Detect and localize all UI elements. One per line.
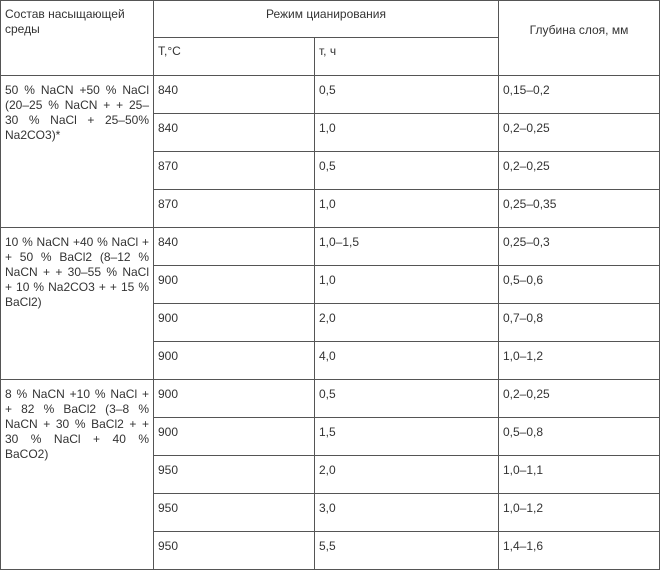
time-cell: 4,0 [315,342,499,380]
temperature-cell: 900 [154,380,315,418]
time-cell: 1,0 [315,114,499,152]
depth-cell: 0,25–0,35 [499,190,660,228]
temperature-cell: 840 [154,114,315,152]
time-cell: 5,5 [315,532,499,570]
time-cell: 0,5 [315,152,499,190]
temperature-cell: 900 [154,342,315,380]
table-row [1,380,660,418]
time-cell: 1,0 [315,190,499,228]
depth-cell: 0,5–0,8 [499,418,660,456]
time-cell: 3,0 [315,494,499,532]
depth-cell: 0,2–0,25 [499,152,660,190]
temperature-cell: 870 [154,190,315,228]
time-cell: 2,0 [315,456,499,494]
time-cell: 0,5 [315,380,499,418]
temperature-cell: 900 [154,304,315,342]
header-temperature: T,°C [154,38,315,76]
header-mode: Режим цианирования [154,1,499,38]
header-depth: Глубина слоя, мм [499,1,660,76]
header-composition: Состав насыщающей среды [1,1,154,76]
depth-cell: 0,25–0,3 [499,228,660,266]
depth-cell: 0,5–0,6 [499,266,660,304]
temperature-cell: 840 [154,76,315,114]
temperature-cell: 840 [154,228,315,266]
table-row [1,228,660,266]
composition-cell: 10 % NaCN +40 % NaCl + + 50 % BaCl2 (8–12 % NaCN + + 30–55 % NaCl + 10 % Na2CO3 + + 15 % BaCl2) [1,228,154,380]
time-cell: 1,5 [315,418,499,456]
time-cell: 1,0 [315,266,499,304]
header-time: т, ч [315,38,499,76]
temperature-cell: 950 [154,456,315,494]
header-row [1,1,660,38]
depth-cell: 0,7–0,8 [499,304,660,342]
depth-cell: 0,15–0,2 [499,76,660,114]
composition-cell: 50 % NaCN +50 % NaCl (20–25 % NaCN + + 25–30 % NaCl + 25–50% Na2CO3)* [1,76,154,228]
depth-cell: 1,0–1,1 [499,456,660,494]
time-cell: 0,5 [315,76,499,114]
depth-cell: 1,4–1,6 [499,532,660,570]
time-cell: 2,0 [315,304,499,342]
time-cell: 1,0–1,5 [315,228,499,266]
temperature-cell: 870 [154,152,315,190]
depth-cell: 0,2–0,25 [499,380,660,418]
depth-cell: 0,2–0,25 [499,114,660,152]
depth-cell: 1,0–1,2 [499,494,660,532]
temperature-cell: 950 [154,532,315,570]
temperature-cell: 950 [154,494,315,532]
composition-cell: 8 % NaCN +10 % NaCl + + 82 % BaCl2 (3–8 % NaCN + 30 % BaCl2 + + 30 % NaCl + 40 % BaCO2) [1,380,154,570]
depth-cell: 1,0–1,2 [499,342,660,380]
table-row [1,76,660,114]
temperature-cell: 900 [154,418,315,456]
temperature-cell: 900 [154,266,315,304]
